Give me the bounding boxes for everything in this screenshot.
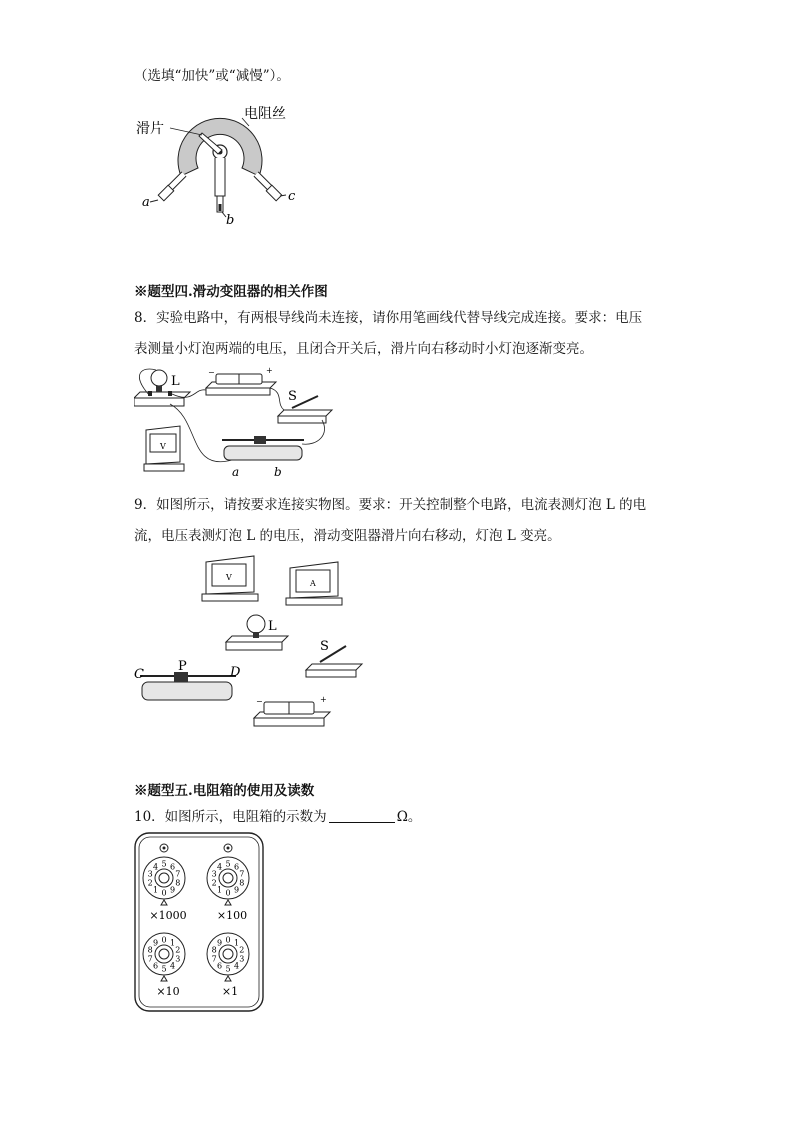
dial-digit: 1 xyxy=(233,938,240,948)
dial-digit: 4 xyxy=(152,862,159,872)
q10-prefix: 10．如图所示，电阻箱的示数为 xyxy=(134,809,327,825)
q8-term-a: a xyxy=(232,465,240,479)
multiplier-1: ×1 xyxy=(221,985,239,998)
dial-digit: 3 xyxy=(239,954,245,964)
slider-label: 滑片 xyxy=(136,121,164,137)
dial-digit: 6 xyxy=(233,862,240,872)
center-stem xyxy=(215,158,225,196)
dial-digit: 0 xyxy=(225,935,231,945)
dial-digit: 7 xyxy=(175,869,181,879)
svg-text:+: + xyxy=(320,695,327,704)
q9-slider-label: P xyxy=(178,659,187,674)
potentiometer-figure xyxy=(134,96,304,232)
dial-digit: 9 xyxy=(216,938,223,948)
terminal-b-label: b xyxy=(226,213,235,228)
q8-lamp-label: L xyxy=(171,374,180,389)
dial-digit: 8 xyxy=(239,878,245,888)
dial-digit: 8 xyxy=(147,945,153,955)
wire-label: 电阻丝 xyxy=(244,106,286,122)
dial-digit: 2 xyxy=(175,945,181,955)
q8-text-line-1: 8．实验电路中，有两根导线尚未连接，请你用笔画线代替导线完成连接。要求：电压 xyxy=(134,310,643,326)
q8-text-line-2: 表测量小灯泡两端的电压，且闭合开关后，滑片向右移动时小灯泡逐渐变亮。 xyxy=(134,341,593,357)
dial-digit: 2 xyxy=(147,878,153,888)
q9-voltmeter-label: V xyxy=(226,573,232,582)
terminal-a-label: a xyxy=(142,195,150,210)
dial-digit: 5 xyxy=(161,859,167,869)
q9-lamp-label: L xyxy=(268,619,277,634)
q10-text xyxy=(134,805,421,825)
multiplier-100: ×100 xyxy=(216,909,248,922)
section-5-heading: ※题型五.电阻箱的使用及读数 xyxy=(134,783,315,799)
dial-digit: 5 xyxy=(225,964,231,974)
dial-digit: 2 xyxy=(211,878,217,888)
q8-switch-label: S xyxy=(288,389,297,404)
dial-digit: 7 xyxy=(211,954,217,964)
dial-digit: 9 xyxy=(233,885,240,895)
dial-digit: 0 xyxy=(225,888,231,898)
q10-answer-blank[interactable] xyxy=(329,808,395,823)
dial-digit: 5 xyxy=(225,859,231,869)
q8-meter-label: V xyxy=(160,442,166,451)
dial-digit: 8 xyxy=(175,878,181,888)
q9-term-c: C xyxy=(134,667,144,682)
dial-digit: 6 xyxy=(152,961,159,971)
dial-digit: 2 xyxy=(239,945,245,955)
q10-suffix: Ω。 xyxy=(396,809,422,825)
dial-digit: 4 xyxy=(169,961,176,971)
dial-digit: 3 xyxy=(175,954,181,964)
dial-digit: 1 xyxy=(152,885,159,895)
svg-text:+: + xyxy=(266,366,273,375)
q8-term-b: b xyxy=(274,465,282,479)
section-4-heading: ※题型四.滑动变阻器的相关作图 xyxy=(134,284,328,300)
dial-digit: 1 xyxy=(169,938,176,948)
dial-digit: 8 xyxy=(211,945,217,955)
dial-digit: 6 xyxy=(216,961,223,971)
q9-term-d: D xyxy=(230,665,241,680)
q9-switch-label: S xyxy=(320,639,329,654)
q9-ammeter-label: A xyxy=(310,579,316,588)
svg-text:−: − xyxy=(208,368,215,377)
dial-digit: 3 xyxy=(147,869,153,879)
q9-circuit-figure xyxy=(134,552,364,730)
resistance-box-figure xyxy=(134,832,264,1012)
dial-digit: 1 xyxy=(216,885,223,895)
dial-digit: 6 xyxy=(169,862,176,872)
q9-text-line-2: 流，电压表测灯泡 L 的电压，滑动变阻器滑片向右移动，灯泡 L 变亮。 xyxy=(134,528,561,544)
dial-digit: 7 xyxy=(239,869,245,879)
dial-digit: 4 xyxy=(216,862,223,872)
q7-tail-text: （选填“加快”或“减慢”）。 xyxy=(134,68,290,84)
q9-text-line-1: 9．如图所示，请按要求连接实物图。要求：开关控制整个电路，电流表测灯泡 L 的电 xyxy=(134,497,647,513)
dial-digit: 0 xyxy=(161,935,167,945)
dial-digit: 0 xyxy=(161,888,167,898)
multiplier-10: ×10 xyxy=(156,985,180,998)
dial-digit: 5 xyxy=(161,964,167,974)
terminal-c-label: c xyxy=(288,189,296,204)
dial-digit: 7 xyxy=(147,954,153,964)
svg-text:−: − xyxy=(256,697,263,706)
dial-digit: 9 xyxy=(169,885,176,895)
q8-circuit-figure xyxy=(134,364,334,482)
multiplier-1000: ×1000 xyxy=(149,909,187,922)
dial-digit: 9 xyxy=(152,938,159,948)
dial-digit: 3 xyxy=(211,869,217,879)
dial-digit: 4 xyxy=(233,961,240,971)
